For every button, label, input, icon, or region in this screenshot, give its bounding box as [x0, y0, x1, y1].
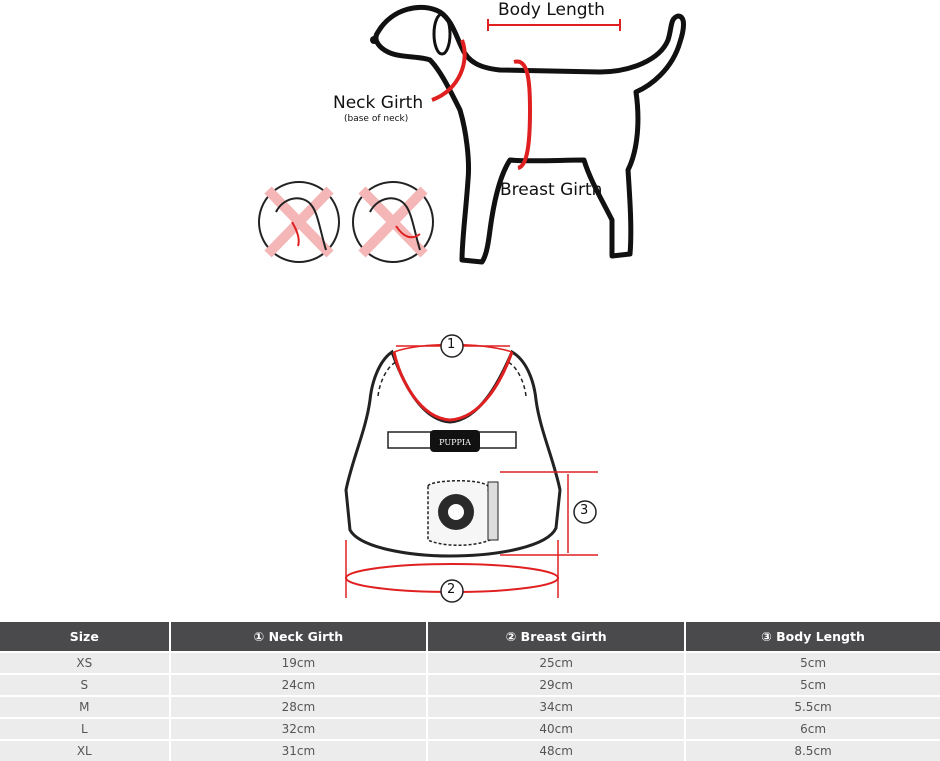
cell-size: XL	[0, 740, 170, 761]
cell-length: 6cm	[685, 718, 940, 740]
size-table	[0, 622, 940, 761]
cell-breast: 34cm	[427, 696, 685, 718]
cell-breast: 48cm	[427, 740, 685, 761]
header-breast-girth: ② Breast Girth	[427, 622, 685, 652]
cell-neck: 24cm	[170, 674, 428, 696]
breast-girth-label: Breast Girth	[500, 180, 603, 200]
marker-1-label: 1	[447, 337, 456, 352]
table-row	[0, 696, 940, 718]
marker-3-label: 3	[580, 503, 589, 518]
header-size: Size	[0, 622, 170, 652]
cell-size: M	[0, 696, 170, 718]
body-length-label: Body Length	[498, 0, 605, 20]
cell-size: L	[0, 718, 170, 740]
header-neck-girth: ① Neck Girth	[170, 622, 428, 652]
cell-neck: 32cm	[170, 718, 428, 740]
cell-length: 5cm	[685, 674, 940, 696]
cell-length: 5.5cm	[685, 696, 940, 718]
marker-2-label: 2	[447, 582, 456, 597]
table-row	[0, 674, 940, 696]
cell-neck: 19cm	[170, 652, 428, 674]
cell-neck: 31cm	[170, 740, 428, 761]
neck-girth-label: Neck Girth	[333, 93, 424, 113]
brand-text: PUPPIA	[439, 438, 471, 447]
cell-breast: 29cm	[427, 674, 685, 696]
table-row	[0, 652, 940, 674]
cell-breast: 25cm	[427, 652, 685, 674]
header-body-length: ③ Body Length	[685, 622, 940, 652]
cell-neck: 28cm	[170, 696, 428, 718]
table-header-row	[0, 622, 940, 652]
cell-size: S	[0, 674, 170, 696]
table-row	[0, 718, 940, 740]
cell-length: 8.5cm	[685, 740, 940, 761]
cell-length: 5cm	[685, 652, 940, 674]
cell-breast: 40cm	[427, 718, 685, 740]
neck-girth-note: (base of neck)	[344, 114, 409, 124]
cell-size: XS	[0, 652, 170, 674]
